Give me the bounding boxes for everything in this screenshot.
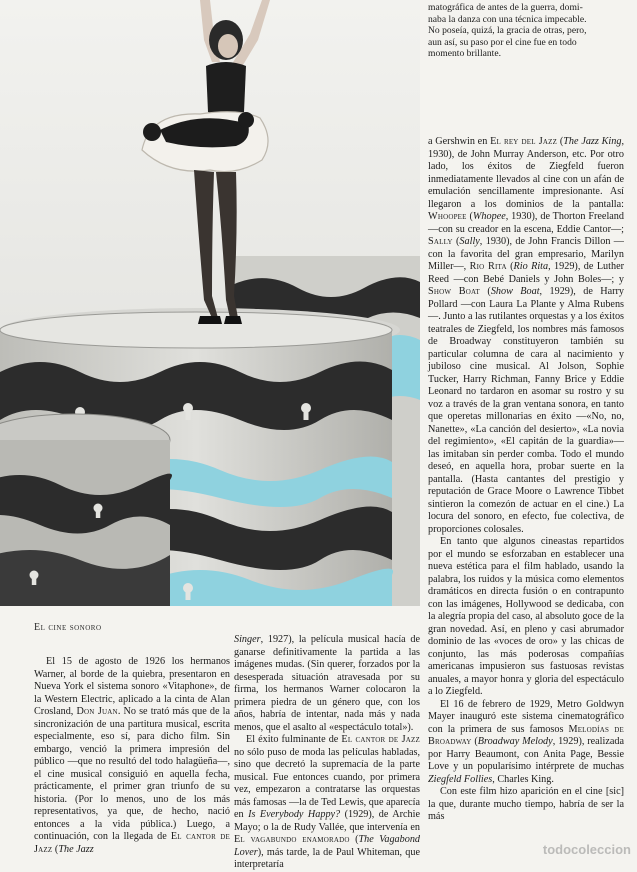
text-line: matográfica de antes de la guerra, domi- [428,2,583,13]
text-run: , 1930), de John Murray Anderson, etc. Por otro lado, los éxitos de Ziegfeld fueron inmediatamente llevados al cine con un afán de emulación sencillamente impresionante. Así llegaron a los dominios de la pantalla: [428,136,624,210]
right-column [428,136,624,824]
text-run: a Gershwin en [428,136,491,147]
film-title-en: Sally [459,236,480,247]
film-title-en: The Jazz [58,843,94,855]
text-run: ( [349,834,359,845]
film-title-en: Broadway Melody [477,736,553,747]
text-line: No poseía, quizá, la gracia de otras, pero, [428,25,587,37]
text-run: (1929), de Archie Mayo; o la de Rudy Vallée, que intervenía en [234,809,420,833]
film-title-en: The Jazz King [563,136,622,147]
film-title-es: Whoopee [428,211,467,222]
paragraph [234,634,420,734]
paragraph [234,734,420,872]
paragraph [428,136,624,536]
paragraph [34,656,230,856]
text-run: ), más tarde, la de Paul Whiteman, que interpretaría [234,846,420,870]
text-run: ( [506,261,514,272]
film-title-es: El rey del Jazz [490,136,558,147]
paragraph: En tanto que algunos cineastas repartidos por el mundo se esforzaban en establecer una nueva estética para el film hablado, usando la palabra, los ruidos y la música como elementos dramáticos en directa fusión o en contrapunto con las imágenes, Hollywood se dedicaba, con la alegría propia del caso, al absoluto goce de la gran novedad. Así, en pleno y casi abrumador dominio de las «voces de oro» y las chicas de conjunto, las más poderosas compañías americanas impusieron sus fastuosas revistas anuales, a mayor honra y gloria del espectáculo a lo Ziegfeld. [428,536,624,697]
film-title-en: Is Everybody Happy? [248,809,341,820]
text-run: ( [480,286,491,297]
film-title-es: Sally [428,236,453,247]
film-title-es: Don Juan [76,706,118,717]
film-title-es: El cantor de Jazz [34,831,230,855]
text-line: momento brillante. [428,48,502,60]
film-title-es: El cantor de Jazz [341,734,420,745]
text-run: , 1927), la película musical hacía de ganarse definitivamente la partida a las imágenes mudas. (Sin querer, forzados por la desesperada situación atravesada por su firma, los hermanos Warner colocaron la primera piedra de un género que, con los años, habría de intentar, nada más y nada menos, que el asalto al «espectáculo total»). [234,634,420,733]
middle-column [234,634,420,872]
text-run: no sólo puso de moda las películas habladas, sino que decretó la supremacía de la parte musical. Fue entonces cuando, por primera vez, empezaron a contratarse las orquestas más famosas —la de Ted Lewis, que aparecía en [234,746,420,820]
paragraph: Con este film hizo aparición en el cine [sic] la que, durante mucho tiempo, habría de ser la más [428,786,624,822]
text-run: ( [466,211,473,222]
film-title-en: Show Boat [490,286,540,297]
text-line: aun así, su paso por el cine fue en todo [428,36,577,48]
film-title-es: Rio Rita [469,261,507,272]
text-run: ( [452,236,460,247]
film-title-en: Rio Rita [513,261,549,272]
watermark: todocoleccion [542,842,631,857]
text-run: ( [557,136,564,147]
text-line: naba la danza con una técnica impecable. [428,13,587,25]
text-run: , 1929), de Harry Pollard —con Laura La Plante y Alma Rubens—. Junto a las rutilantes orquestas y a los éxitos teatrales de Ziegfeld, los nombres más famosos de Broadway constituyeron también su particular columna de cara al nacimiento y jubiloso cine musical. Al Jolson, Sophie Tucker, Harry Richman, Fanny Brice y Eddie Leonard no tardaron en asomar su rostro y su voz a través de la gran ventana sonora, en tanto que operetas millonarias en éxito —«No, no, Nanette», «La canción del desierto», «La novia del regimiento», «El capitán de la guardia»— las imitaban sin perder comba. Todo el mundo deseó, en aquella hora, probar suerte en la pantalla. (Hasta cantantes del prestigio y reputación de Grace Moore o Lawrence Tibbet sintieron la comezón de actuar en el cine.) La locura del sonoro, en efecto, fue colectiva, de proporciones colosales. [428,286,624,535]
text-run: El éxito fulminante de [246,734,342,745]
dancer-photograph [0,0,420,606]
section-caption: El cine sonoro [34,622,102,633]
text-run: , 1930), de Thorton Freeland —con su creador en la escena, Eddie Cantor—; [428,211,624,235]
film-title-en: Singer [234,634,261,645]
paragraph [428,699,624,787]
film-title-es: Show Boat [428,286,480,297]
film-title-en: The Vagabond Lover [234,834,421,858]
film-title-en: Whopee [472,211,506,222]
text-run: , Charles King. [492,773,554,785]
text-run: . No se trató más que de la sincronización de una partitura musical, escrita especialmente, eso sí, para dicho film. Sin embargo, venció la primera impresión del público —que no resultó del todo halagüeña—, el cine musical consiguió en aquella fecha, prácticamente, el primer gran triunfo de su historia. (Por lo menos, uno de los más representativos, ya que, de hecho, nació entonces a la vida pública.) Luego, a continuación, con la llegada de [34,706,230,842]
film-title-es: Melodías de Broadway [428,723,625,747]
text-run: El 15 de agosto de 1926 los hermanos Warner, al borde de la quiebra, presentaron en Nueva York el sistema sonoro «Vitaphone», de la Western Electric, aplicado a la cinta de Alan Crosland, [34,656,230,717]
text-run: El 16 de febrero de 1929, Metro Goldwyn Mayer inauguró este sistema cinematográfico con la primera de sus famosos [428,698,624,735]
text-run: , 1930), de John Francis Dillon —con la favorita del gran empresario, Marilyn Miller—, [428,236,624,272]
film-title-en: Ziegfeld Follies [428,773,493,785]
text-run: , 1929), de Luther Reed —con Bebé Daniels y John Boles—; y [428,261,624,285]
left-column [34,656,230,856]
film-title-es: El vagabundo enamorado [234,834,350,845]
text-run: , 1929), realizada por Harry Beaumont, con Anita Page, Bessie Love y un popularísimo intérprete de muchas [428,736,624,772]
text-run: ( [52,843,59,855]
text-run: ( [471,736,478,747]
top-right-paragraph [428,2,633,60]
